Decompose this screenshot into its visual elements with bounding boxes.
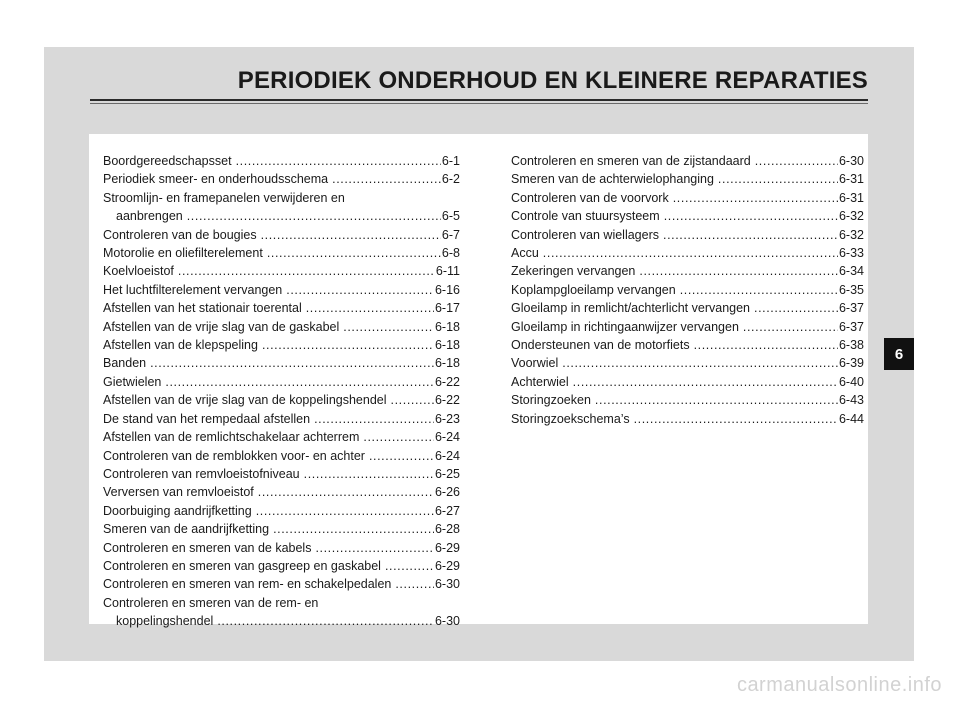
toc-page-number: 6-44 [838,411,864,426]
toc-entry[interactable] [103,299,460,317]
toc-entry[interactable] [511,299,864,317]
toc-dot-leader [261,226,441,244]
toc-entry[interactable] [103,170,460,188]
toc-page-number: 6-1 [441,154,460,168]
toc-entry-text: Controleren van remvloeistofniveau [103,466,300,481]
toc-column-left [103,152,460,631]
toc-entry-text: Verversen van remvloeistof [103,485,254,500]
toc-entry-text: Afstellen van de klepspeling [103,338,258,353]
toc-page-number: 6-34 [838,264,864,279]
watermark-text: carmanualsonline.info [736,674,942,696]
toc-entry[interactable] [103,391,460,409]
toc-entry-text: Controleren van wiellagers [511,227,659,242]
toc-entry[interactable] [511,207,864,225]
toc-dot-leader [187,207,441,225]
toc-entry-text: Smeren van de aandrijfketting [103,522,270,537]
toc-entry[interactable] [103,557,460,575]
toc-entry-text: Storingzoeken [511,393,591,408]
toc-entry[interactable] [511,262,864,280]
toc-entry-text: Controle van stuursysteem [511,209,660,224]
toc-entry-text: Banden [103,356,147,371]
toc-entry-text: aanbrengen [116,209,183,224]
toc-entry-text: Boordgereedschapsset [103,154,232,168]
toc-dot-leader [262,336,434,354]
toc-page-number: 6-32 [838,209,864,224]
toc-dot-leader [273,520,434,538]
toc-entry[interactable] [103,244,460,262]
toc-entry-text: Afstellen van de vrije slag van de gaskabel [103,319,340,334]
toc-page-number: 6-18 [434,356,460,371]
toc-dot-leader [754,299,838,317]
toc-dot-leader [315,539,434,557]
toc-page-number: 6-38 [838,338,864,353]
toc-dot-leader [743,318,838,336]
toc-entry-text: De stand van het rempedaal afstellen [103,411,311,426]
toc-page-number: 6-23 [434,411,460,426]
toc-page-number: 6-11 [435,264,460,279]
toc-entry-text: Controleren van de voorvork [511,190,669,205]
toc-entry-text: Afstellen van de remlichtschakelaar achterrem [103,430,360,445]
toc-dot-leader [673,189,838,207]
toc-entry-text: koppelingshendel [116,614,214,629]
toc-dot-leader [306,299,434,317]
toc-entry-text: Koplampgloeilamp vervangen [511,282,676,297]
toc-entry[interactable] [103,262,460,280]
toc-entry[interactable] [103,207,460,225]
toc-page-number: 6-27 [434,503,460,518]
toc-entry[interactable] [511,189,864,207]
toc-entry[interactable] [511,410,864,428]
toc-dot-leader [343,318,434,336]
toc-entry[interactable] [511,391,864,409]
toc-entry-text: Controleren en smeren van de kabels [103,540,312,555]
toc-entry[interactable] [103,465,460,483]
toc-entry-text: Controleren van de remblokken voor- en achter [103,448,365,463]
toc-dot-leader [391,391,434,409]
toc-entry[interactable] [103,612,460,630]
toc-dot-leader [663,226,838,244]
toc-entry-text: Koelvloeistof [103,264,174,279]
toc-entry[interactable] [511,281,864,299]
toc-entry-text: Smeren van de achterwielophanging [511,172,714,187]
chapter-title: PERIODIEK ONDERHOUD EN KLEINERE REPARATIES [237,67,868,94]
toc-page-number: 6-7 [441,227,460,242]
toc-entry[interactable] [103,226,460,244]
toc-page-number: 6-37 [838,319,864,334]
toc-entry[interactable] [511,152,864,170]
toc-dot-leader [718,170,838,188]
toc-entry[interactable] [103,575,460,593]
toc-entry-text: Controleren van de bougies [103,227,257,242]
toc-entry-text: Afstellen van het stationair toerental [103,301,302,316]
toc-entry-text: Periodiek smeer- en onderhoudsschema [103,172,329,187]
toc-entry[interactable] [103,281,460,299]
toc-dot-leader [634,410,838,428]
toc-page-number: 6-32 [838,227,864,242]
toc-entry-text: Storingzoekschema’s [511,411,630,426]
toc-page-number: 6-29 [434,540,460,555]
toc-dot-leader [664,207,838,225]
toc-entry[interactable] [511,170,864,188]
toc-dot-leader [304,465,434,483]
toc-page-number: 6-2 [441,172,460,187]
toc-dot-leader [236,152,441,170]
toc-dot-leader [267,244,441,262]
toc-entry[interactable] [103,354,460,372]
toc-dot-leader [395,575,434,593]
toc-dot-leader [595,391,838,409]
toc-entry-text: Zekeringen vervangen [511,264,636,279]
toc-dot-leader [639,262,838,280]
toc-dot-leader [543,244,838,262]
toc-page-number: 6-25 [434,466,460,481]
toc-entry[interactable] [103,410,460,428]
toc-dot-leader [332,170,441,188]
toc-page-number: 6-26 [434,485,460,500]
toc-entry[interactable] [103,539,460,557]
toc-dot-leader [178,262,435,280]
toc-entry[interactable] [103,428,460,446]
toc-page-number: 6-37 [838,301,864,316]
toc-dot-leader [165,373,434,391]
toc-dot-leader [363,428,434,446]
toc-page-number: 6-30 [434,577,460,592]
toc-entry-text: Accu [511,246,539,261]
toc-dot-leader [369,447,434,465]
toc-dot-leader [680,281,838,299]
toc-entry-text: Controleren en smeren van de rem- en [103,595,319,610]
toc-page-number: 6-30 [838,154,864,168]
toc-column-right [511,152,864,428]
toc-entry-text: Motorolie en oliefilterelement [103,246,263,261]
toc-page-number: 6-43 [838,393,864,408]
chapter-tab-6[interactable] [884,338,914,370]
toc-entry-text: Doorbuiging aandrijfketting [103,503,252,518]
toc-page-number: 6-17 [434,301,460,316]
toc-page-number: 6-39 [838,356,864,371]
toc-dot-leader [755,152,838,170]
toc-entry-text: Gloeilamp in remlicht/achterlicht vervangen [511,301,750,316]
toc-entry-text: Gloeilamp in richtingaanwijzer vervangen [511,319,739,334]
title-rule [90,99,868,101]
toc-dot-leader [150,354,434,372]
toc-dot-leader [258,483,434,501]
toc-entry-text: Ondersteunen van de motorfiets [511,338,690,353]
toc-entry-text: Stroomlijn- en framepanelen verwijderen en [103,190,345,205]
toc-page-number: 6-18 [434,338,460,353]
toc-entry-text: Controleren en smeren van gasgreep en gaskabel [103,558,381,573]
toc-page-number: 6-40 [838,374,864,389]
toc-page-number: 6-24 [434,448,460,463]
toc-page-number: 6-22 [434,393,460,408]
toc-entry[interactable] [511,244,864,262]
toc-entry[interactable] [103,502,460,520]
toc-entry[interactable] [511,336,864,354]
toc-page-number: 6-29 [434,558,460,573]
toc-dot-leader [385,557,434,575]
toc-page-number: 6-22 [434,374,460,389]
toc-page-number: 6-30 [434,614,460,629]
toc-entry[interactable] [511,318,864,336]
toc-entry-text: Controleren en smeren van de zijstandaard [511,154,751,168]
toc-page-number: 6-24 [434,430,460,445]
toc-entry-text: Het luchtfilterelement vervangen [103,282,283,297]
toc-entry[interactable] [103,447,460,465]
toc-page-number: 6-31 [838,190,864,205]
toc-dot-leader [573,373,838,391]
toc-entry[interactable] [103,318,460,336]
toc-page-number: 6-35 [838,282,864,297]
toc-dot-leader [286,281,434,299]
toc-entry-text: Voorwiel [511,356,559,371]
toc-entry[interactable] [103,152,460,170]
toc-entry[interactable] [103,520,460,538]
toc-entry[interactable] [511,354,864,372]
chapter-tab-label: 6 [894,345,904,363]
toc-dot-leader [217,612,434,630]
toc-entry-text: Afstellen van de vrije slag van de koppelingshendel [103,393,387,408]
toc-page-number: 6-33 [838,246,864,261]
toc-dot-leader [694,336,838,354]
toc-entry[interactable] [103,483,460,501]
toc-page-number: 6-5 [441,209,460,224]
toc-dot-leader [256,502,434,520]
toc-page-number: 6-31 [838,172,864,187]
title-rule-thin [90,103,868,104]
toc-entry-text: Achterwiel [511,374,569,389]
toc-page-number: 6-8 [441,246,460,261]
toc-dot-leader [562,354,838,372]
toc-entry-text: Gietwielen [103,374,162,389]
toc-entry[interactable] [511,226,864,244]
toc-entry[interactable] [103,336,460,354]
toc-dot-leader [314,410,434,428]
toc-entry[interactable] [103,373,460,391]
toc-entry-text: Controleren en smeren van rem- en schakelpedalen [103,577,392,592]
toc-page-number: 6-28 [434,522,460,537]
toc-entry[interactable] [511,373,864,391]
toc-page-number: 6-16 [434,282,460,297]
toc-page-number: 6-18 [434,319,460,334]
